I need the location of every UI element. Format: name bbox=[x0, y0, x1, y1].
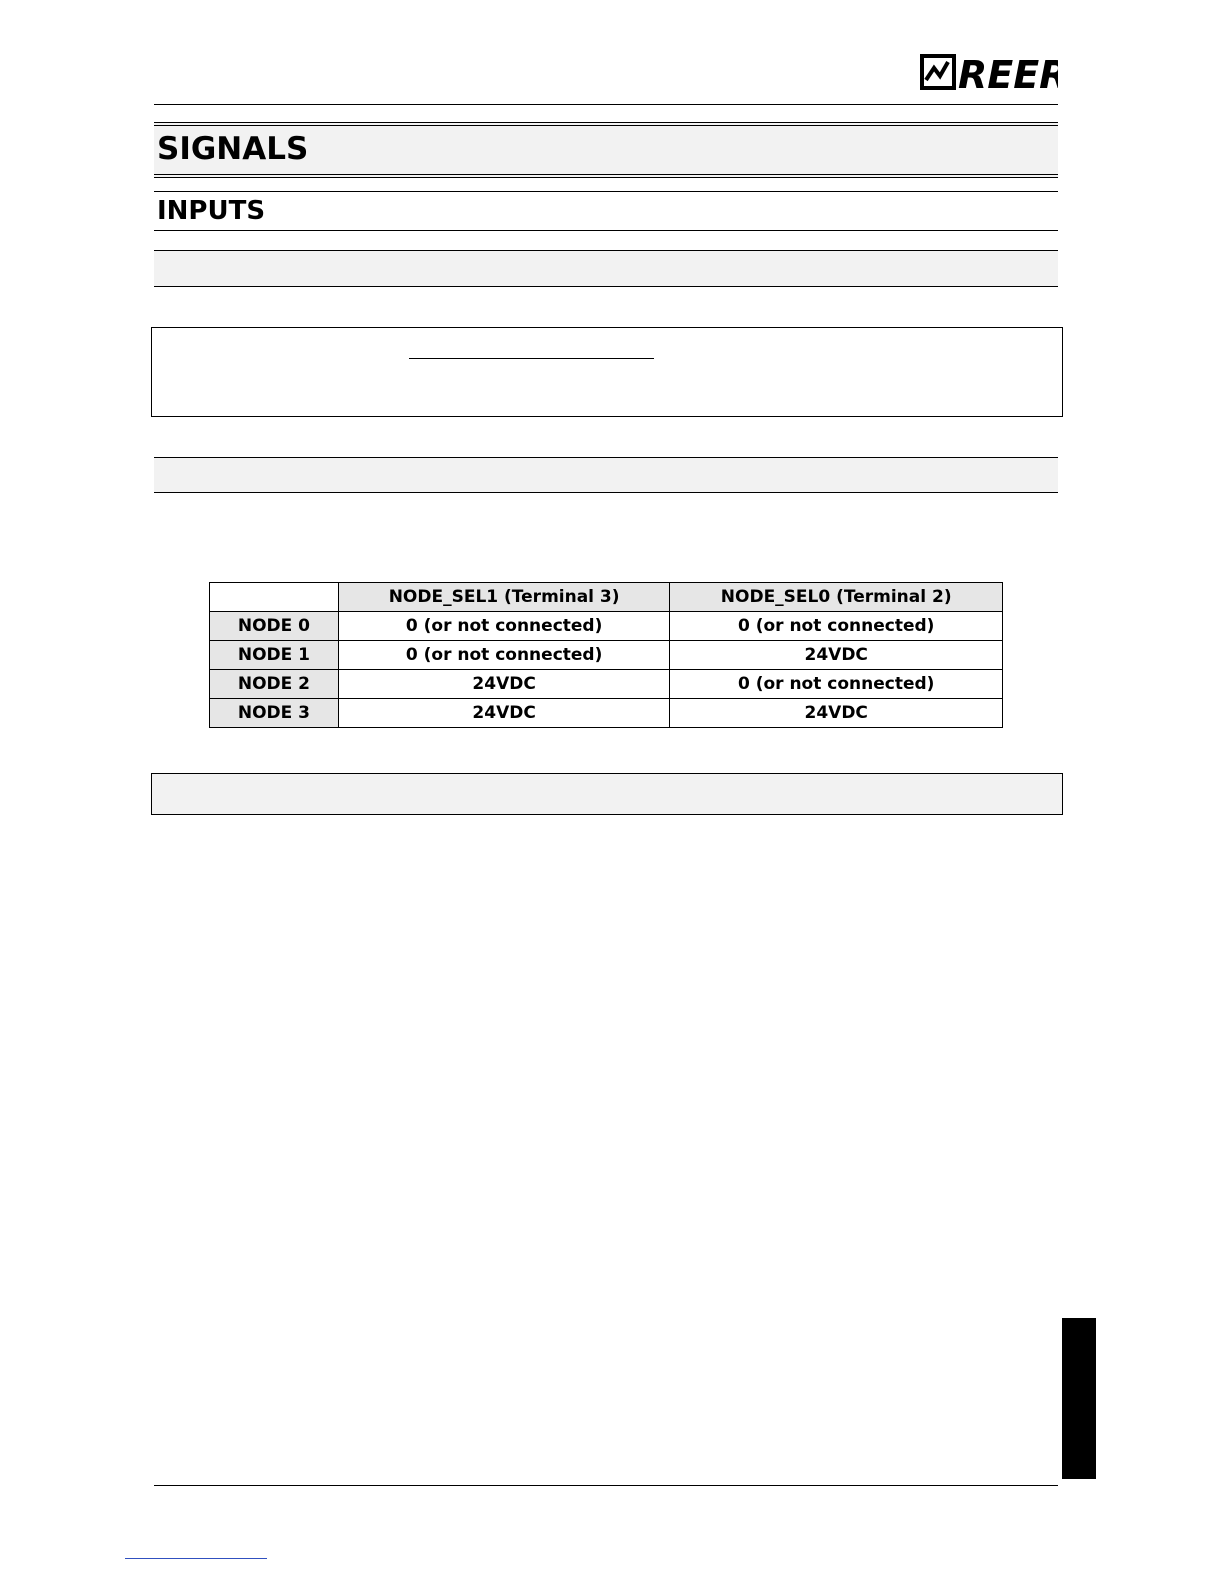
reer-logo-icon bbox=[918, 52, 1058, 94]
reer-logo bbox=[918, 52, 1058, 94]
table-header-row bbox=[210, 583, 1003, 612]
column-header-node-sel0: NODE_SEL0 (Terminal 2) bbox=[670, 583, 1003, 612]
signals-rule-top-2 bbox=[154, 125, 1058, 126]
cell-node-sel1: 0 (or not connected) bbox=[338, 641, 670, 670]
cell-node-sel0: 0 (or not connected) bbox=[670, 670, 1003, 699]
cell-node-sel1: 24VDC bbox=[338, 670, 670, 699]
cell-node-sel0: 24VDC bbox=[670, 641, 1003, 670]
subheading-2-rule-top bbox=[154, 457, 1058, 458]
chapter-side-tab bbox=[1062, 1318, 1096, 1479]
inputs-rule-top bbox=[154, 191, 1058, 192]
table-row bbox=[210, 699, 1003, 728]
grey-note-box bbox=[151, 773, 1063, 815]
cell-node-sel0: 24VDC bbox=[670, 699, 1003, 728]
footer-link-underline[interactable] bbox=[125, 1558, 267, 1559]
row-header-node: NODE 1 bbox=[210, 641, 339, 670]
header-rule bbox=[154, 104, 1058, 105]
subheading-1-rule-top bbox=[154, 250, 1058, 251]
logo-text: REER bbox=[958, 53, 1058, 94]
signals-rule-top-1 bbox=[154, 122, 1058, 123]
signals-rule-bottom-1 bbox=[154, 174, 1058, 175]
row-header-node: NODE 2 bbox=[210, 670, 339, 699]
row-header-node: NODE 3 bbox=[210, 699, 339, 728]
footer-rule bbox=[154, 1485, 1058, 1486]
signals-title: SIGNALS bbox=[157, 131, 309, 167]
row-header-node: NODE 0 bbox=[210, 612, 339, 641]
subheading-1-rule-bottom bbox=[154, 286, 1058, 287]
subheading-band-1 bbox=[154, 250, 1058, 286]
signals-rule-bottom-2 bbox=[154, 177, 1058, 178]
cell-node-sel0: 0 (or not connected) bbox=[670, 612, 1003, 641]
table-row bbox=[210, 641, 1003, 670]
node-selection-table bbox=[209, 582, 1003, 728]
subheading-2-rule-bottom bbox=[154, 492, 1058, 493]
table-row bbox=[210, 670, 1003, 699]
cell-node-sel1: 24VDC bbox=[338, 699, 670, 728]
note-underline bbox=[409, 358, 654, 359]
subheading-band-2 bbox=[154, 457, 1058, 492]
note-box bbox=[151, 327, 1063, 417]
inputs-rule-bottom bbox=[154, 230, 1058, 231]
table-corner-cell bbox=[210, 583, 339, 612]
cell-node-sel1: 0 (or not connected) bbox=[338, 612, 670, 641]
column-header-node-sel1: NODE_SEL1 (Terminal 3) bbox=[338, 583, 670, 612]
inputs-title: INPUTS bbox=[157, 196, 266, 226]
table-row bbox=[210, 612, 1003, 641]
